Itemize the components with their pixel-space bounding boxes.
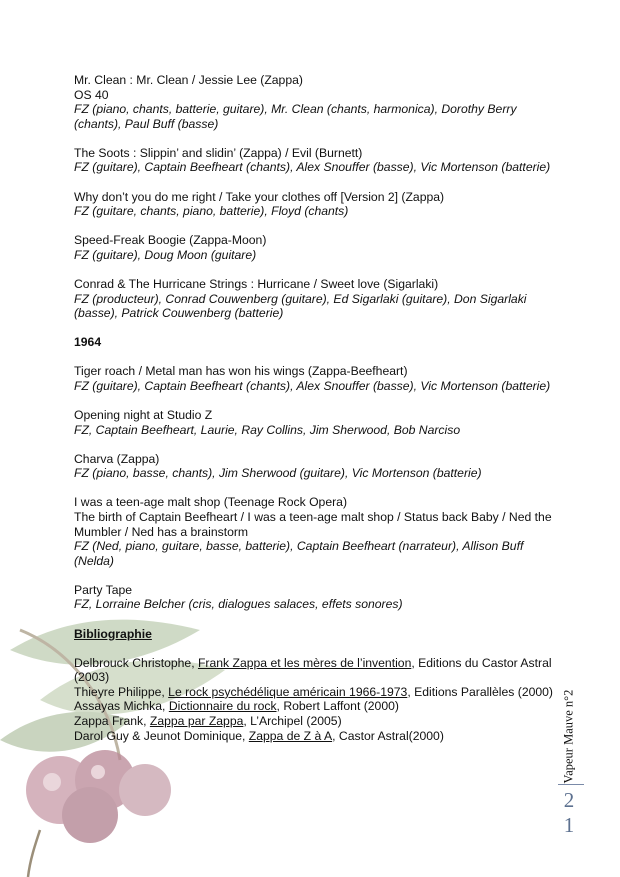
entry-conrad-hurricane [74,277,554,321]
bib-author: Assayas Michka, [74,699,169,714]
bib-author: Thieyre Philippe, [74,684,169,699]
bib-author: Darol Guy & Jeunot Dominique, [74,728,249,743]
bib-publisher: , Editions Parallèles (2000) [407,684,553,699]
bib-publisher: , L’Archipel (2005) [243,714,342,728]
bib-publisher: , Castor Astral(2000) [332,728,444,743]
entry-credits: FZ (piano, chants, batterie, guitare), Mr. Clean (chants, harmonica), Dorothy Berry (chants), Paul Buff (basse) [74,102,517,131]
entry-teen-age-malt-shop [74,495,554,568]
bib-author: Zappa Frank, [74,714,150,728]
entry-party-tape [74,583,554,612]
entry-credits: FZ (guitare, chants, piano, batterie), Floyd (chants) [74,204,349,219]
bib-publisher: , Editions du Castor Astral (2003) [74,655,552,685]
entry-credits: FZ (guitare), Doug Moon (guitare) [74,247,257,262]
entry-credits: FZ (guitare), Captain Beefheart (chants), Alex Snouffer (basse), Vic Mortenson (batterie) [74,160,551,175]
publication-name: Vapeur Mauve n°2 [561,689,576,783]
bib-author: Delbrouck Christophe, [74,655,198,670]
entry-title: Tiger roach / Metal man has won his wings (Zappa-Beefheart) [74,364,408,379]
bibliography-list [74,656,554,744]
page-number-digit: 1 [563,813,575,837]
bib-book-title: Zappa de Z à A [248,728,333,743]
entry-credits: FZ (producteur), Conrad Couwenberg (guitare), Ed Sigarlaki (guitare), Don Sigarlaki (basse), Patrick Couwenberg (batterie) [74,291,527,321]
entry-title: Party Tape [74,582,133,597]
entry-charva [74,452,554,481]
entry-subtitle: The birth of Captain Beefheart / I was a teen-age malt shop / Status back Baby / Ned the Mumbler / Ned has a brainstorm [74,509,552,539]
entry-title: Opening night at Studio Z [74,408,213,422]
entry-title: The Soots : Slippin’ and slidin’ (Zappa) / Evil (Burnett) [74,145,363,160]
bibliography-item [74,685,554,700]
entry-credits: FZ, Lorraine Belcher (cris, dialogues salaces, effets sonores) [74,597,403,612]
page-number-digit: 2 [563,788,575,812]
page-sidebar [552,688,586,838]
bibliography-item [74,699,554,714]
bib-book-title: Zappa par Zappa [149,714,244,728]
entry-title: I was a teen-age malt shop (Teenage Rock Opera) [74,495,348,510]
bib-book-title: Dictionnaire du rock [168,699,277,714]
entry-tiger-roach [74,364,554,393]
entry-mr-clean [74,73,554,131]
year-heading: 1964 [74,335,102,350]
entry-the-soots [74,146,554,175]
entry-opening-night [74,408,554,437]
bibliography-item [74,729,554,744]
entry-credits: FZ, Captain Beefheart, Laurie, Ray Collins, Jim Sherwood, Bob Narciso [74,422,461,437]
entry-speed-freak [74,233,554,262]
entry-credits: FZ (Ned, piano, guitare, basse, batterie), Captain Beefheart (narrateur), Allison Buff (Nelda) [74,539,524,568]
entry-why-dont-you [74,190,554,219]
bibliography-item [74,714,554,729]
entry-subtitle: OS 40 [74,87,109,102]
entry-title: Mr. Clean : Mr. Clean / Jessie Lee (Zappa) [74,73,303,87]
entry-title: Charva (Zappa) [74,451,160,466]
entry-title: Speed-Freak Boogie (Zappa-Moon) [74,233,267,248]
entry-title: Why don’t you do me right / Take your clothes off [Version 2] (Zappa) [74,189,445,204]
entry-title: Conrad & The Hurricane Strings : Hurricane / Sweet love (Sigarlaki) [74,276,439,291]
bib-publisher: , Robert Laffont (2000) [276,699,399,714]
bibliography-heading: Bibliographie [74,626,152,641]
bib-book-title: Le rock psychédélique américain 1966-1973 [168,684,408,699]
bibliography-item [74,656,554,685]
entry-credits: FZ (guitare), Captain Beefheart (chants), Alex Snouffer (basse), Vic Mortenson (batterie) [74,378,551,393]
entry-credits: FZ (piano, basse, chants), Jim Sherwood (guitare), Vic Mortenson (batterie) [74,466,482,481]
bib-book-title: Frank Zappa et les mères de l’invention [197,655,412,670]
discography-content [74,73,554,743]
sidebar-divider [558,784,584,785]
